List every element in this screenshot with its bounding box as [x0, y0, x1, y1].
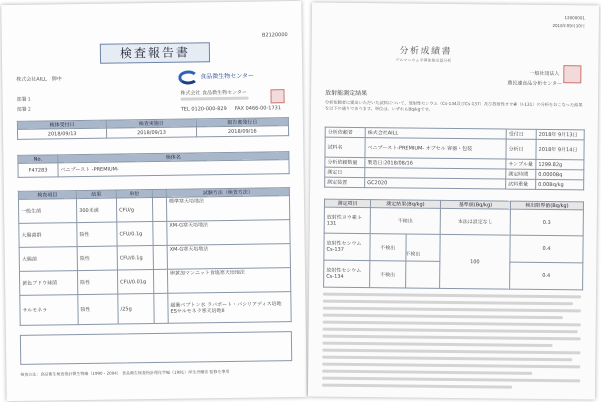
spacer-cell: [153, 245, 167, 269]
info-label: 測定日: [325, 167, 365, 177]
notes-box: [20, 331, 292, 365]
merged-cs-result: 不検出: [405, 251, 421, 258]
fine-print-line: [322, 377, 580, 383]
test-unit: CFU/0.1g: [117, 222, 153, 247]
lab-fax: FAX 0466-00-1731: [234, 105, 282, 112]
test-results-table: [18, 187, 292, 326]
info-right-value: 2018年 9月13日: [536, 129, 584, 140]
result-limit: 0.4: [510, 235, 583, 263]
test-item: 一般生菌: [18, 199, 76, 224]
fine-print-line: [323, 328, 578, 334]
fine-print-line: [323, 321, 581, 327]
fine-print-line: [322, 342, 552, 347]
certificate-subtitle: ゲルマニウム半導体検出器分析: [395, 57, 452, 63]
info-value: 株式会社AILL: [365, 128, 506, 139]
sample-info-table: [324, 127, 585, 191]
sample-table: [17, 151, 289, 178]
info-label: 分析依頼数量: [325, 157, 365, 167]
method-footnote: 検査方法：食品衛生検査指針微生物編（1990・2004） 食品衛生検査指針理化学編（1991）厚生労働省 監修を準用: [20, 368, 230, 377]
result-value: 不検出: [370, 208, 440, 235]
spacer-cell: [154, 293, 168, 323]
fine-print-line: [323, 307, 581, 313]
test-header: 単位: [116, 190, 152, 199]
dates-table: [17, 117, 289, 140]
date-header: 報告書発行日: [196, 118, 289, 127]
merged-result: [405, 261, 440, 287]
result-item: 放射性ヨウ素 I-131: [324, 207, 370, 233]
fine-print-line: [323, 293, 581, 299]
address-line: [181, 97, 249, 101]
department-1: 部署１: [16, 96, 32, 103]
result-cs-cell: [370, 261, 440, 289]
info-right-value: 0.00Bq/kg: [536, 179, 584, 190]
info-label: 測定装置: [325, 177, 365, 187]
test-header: 検査項目: [18, 191, 76, 200]
test-item: サルモネラ: [20, 295, 78, 326]
company-seal: [270, 89, 284, 103]
inspection-report-sheet: [1, 1, 306, 401]
date-header: 検体受付日: [17, 120, 106, 129]
result-value: 不検出: [380, 244, 396, 251]
info-right-label: サンプル量: [506, 159, 536, 169]
result-header: 検出限界値(Bq/kg): [510, 201, 583, 210]
test-method: 標準寒天培地法: [166, 196, 289, 222]
info-right-label: 測定時間: [506, 169, 536, 179]
test-unit: /25g: [118, 294, 154, 324]
test-result: 300未満: [76, 198, 116, 223]
info-value: 製造日:2018/08/16: [365, 158, 506, 169]
test-item: 大腸菌: [19, 247, 77, 272]
date-value: 2018/09/13: [107, 127, 196, 138]
info-right-value: 1299.82g: [536, 159, 584, 170]
info-right-label: 試料重量: [506, 179, 536, 189]
test-result: 陰性: [77, 246, 117, 271]
fine-print-line: [323, 335, 581, 341]
spacer-cell: [152, 197, 166, 221]
client-name: 株式会社AILL 御中: [16, 76, 62, 83]
result-header: 測定結果(Bq/kg): [370, 200, 440, 209]
org-line-2: 農民連食品分析センター: [507, 80, 563, 88]
date-value: 2018/09/16: [196, 126, 289, 137]
date-header: 検査実施日: [107, 119, 196, 128]
test-header: [152, 189, 166, 197]
doc-number-top: 12000001: [564, 15, 585, 21]
sample-name: ベニプースト -PREMIUM-: [58, 160, 289, 177]
department-2: 部署２: [16, 106, 32, 113]
test-unit: CFU/0.01g: [117, 270, 153, 295]
info-right-value: 0.0000Bq: [536, 169, 584, 180]
section-intro: 分析依頼者に提出いただいた試料について、放射性セシウム（Cs-134及びCs-137）及び放射性ヨウ素（I-131）の分析をおこなった結果を以下の通りであります。単位は、いずれもBq/kgです。: [324, 99, 583, 112]
result-header: 測定項目: [324, 199, 370, 207]
fine-print-line: [322, 363, 580, 369]
fine-print-line: [322, 356, 572, 362]
merged-standard: 100: [440, 234, 511, 289]
test-item: 大腸菌群: [19, 223, 77, 248]
test-method: XM-G寒天培地法: [167, 220, 290, 246]
test-result: 陰性: [77, 222, 117, 247]
test-method: 緩衝ペプトン水 ラパポート・バシリアディス培地 ESサルモネラ寒天培地II: [168, 292, 291, 324]
test-unit: CFU/0.1g: [117, 246, 153, 271]
test-method: 卵黄加マンニット食塩寒天培地法: [167, 268, 290, 294]
test-result: 陰性: [77, 270, 117, 295]
test-method: XM-G寒天培地法: [167, 244, 290, 270]
doc-date-top: 2018年09月10日: [552, 23, 585, 29]
result-limit: 0.4: [510, 262, 583, 290]
test-result: 陰性: [78, 294, 118, 325]
lab-tel: TEL 0120-000-829: [180, 105, 227, 113]
lab-address: 株式会社 食品微生物センター: [180, 89, 247, 97]
lab-logo-icon: [178, 70, 198, 84]
fine-print-line: [322, 349, 580, 355]
doc-number: B2120000: [261, 32, 288, 39]
test-header: 試験方法（検査方法）: [166, 188, 289, 198]
fine-print-line: [323, 300, 573, 306]
result-item: 放射性セシウム Cs-137: [324, 233, 370, 260]
fine-print-line: [322, 370, 532, 375]
result-item: 放射性セシウム Cs-134: [324, 260, 370, 287]
date-value: 2018/09/13: [17, 128, 106, 139]
sample-no-header: No.: [18, 155, 58, 164]
test-unit: CFU/g: [116, 198, 152, 223]
test-header: 結果: [76, 190, 116, 199]
certificate-title: 分析成績書: [399, 46, 453, 57]
info-value: ベニプースト-PREMIUM- オブセル 容器・包装: [365, 138, 506, 159]
info-label: 試料名: [325, 137, 365, 157]
info-right-label: 分析日: [506, 139, 536, 159]
info-value: GC2020: [365, 178, 506, 189]
org-line-1: 一般社団法人: [529, 70, 560, 78]
sample-no: F47283: [18, 163, 58, 178]
result-header: 基準値(Bq/kg): [440, 200, 510, 209]
result-value: 不検出: [379, 271, 396, 278]
analysis-certificate-sheet: [308, 3, 599, 400]
spacer-cell: [153, 221, 167, 245]
spacer-cell: [153, 269, 167, 293]
info-right-value: 2018年 9月14日: [536, 139, 584, 160]
fine-print-line: [323, 314, 563, 320]
test-item: 黄色ブドウ球菌: [19, 271, 77, 296]
section-title: 放射能測定結果: [325, 89, 368, 98]
lab-name: 食品微生物センター: [200, 72, 255, 81]
result-limit: 0.3: [510, 209, 583, 236]
org-seal: [563, 65, 581, 83]
report-title: 検査報告書: [100, 42, 210, 64]
radiation-results-table: [323, 199, 584, 291]
result-standard: 本法は設定なし: [440, 208, 510, 235]
fine-print-line: [322, 384, 512, 389]
info-label: 分析依頼者: [325, 127, 365, 137]
info-right-label: 受付日: [506, 129, 536, 139]
sample-name-header: 検体名: [58, 152, 289, 163]
